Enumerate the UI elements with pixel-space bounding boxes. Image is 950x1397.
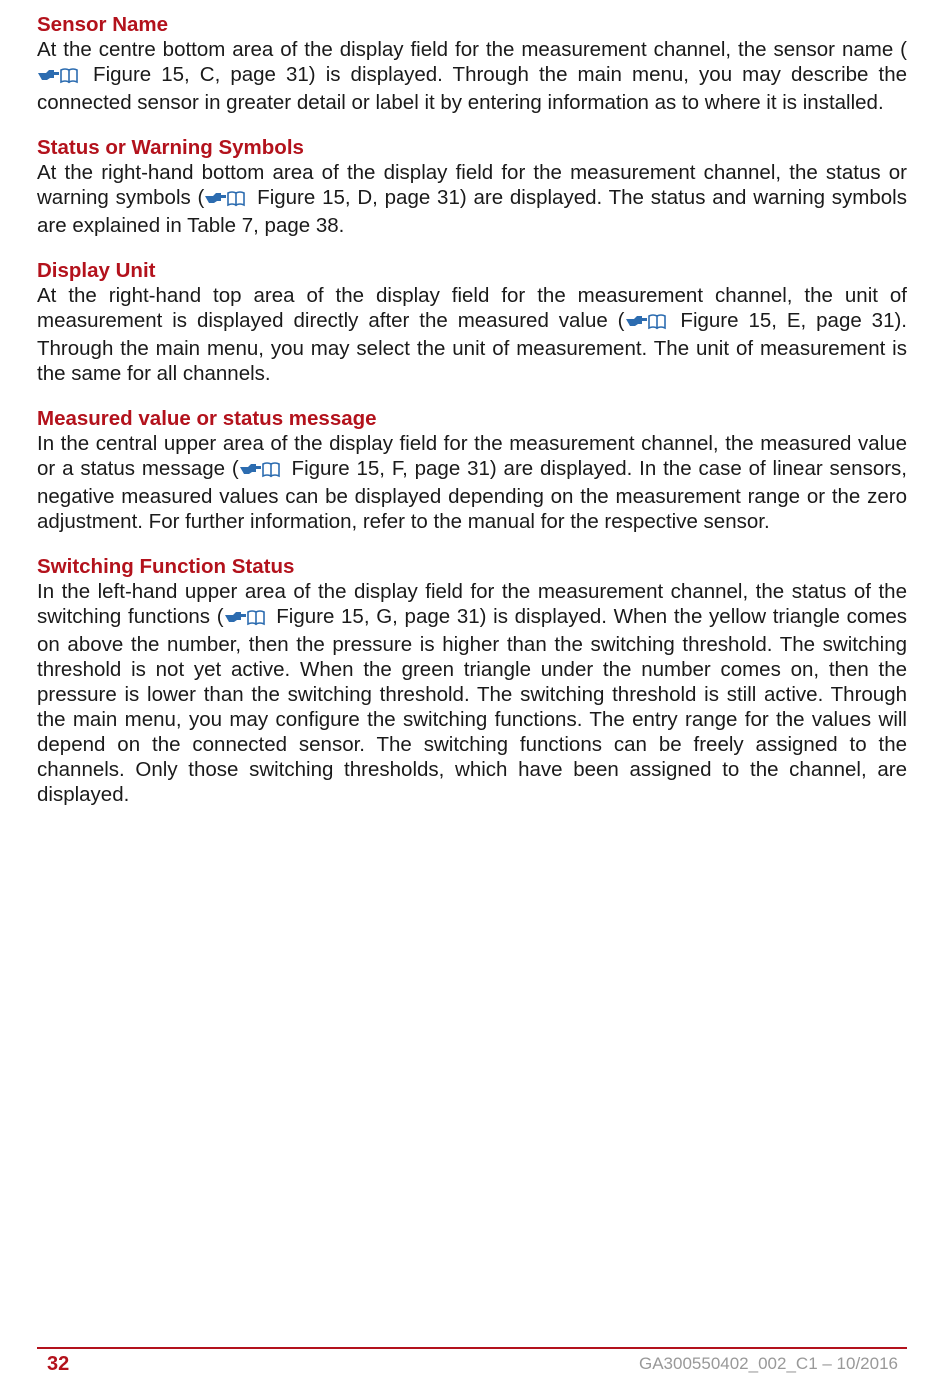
body-text: At the centre bottom area of the display field for the measurement channel, the sensor name (	[37, 38, 907, 61]
section-status-warning-symbols	[37, 135, 907, 238]
section-heading: Switching Function Status	[37, 555, 295, 578]
section-heading: Measured value or status message	[37, 407, 377, 430]
body-text: Figure 15, C, page 31) is displayed. Through the main menu, you may describe the connected sensor in greater detail or label it by entering information as to where it is installed.	[37, 63, 907, 114]
section-body	[37, 37, 907, 115]
section-switching-function-status	[37, 554, 907, 807]
pointing-hand-book-icon	[239, 459, 283, 484]
section-body	[37, 160, 907, 238]
body-text: In the left-hand upper area of the display field for the measurement channel, the status of the switching functions (	[37, 580, 907, 628]
document-id: GA300550402_002_C1 – 10/2016	[638, 1354, 898, 1373]
pointing-hand-book-icon	[37, 65, 81, 90]
pointing-hand-book-icon	[224, 607, 268, 632]
body-text: Figure 15, F, page 31) are displayed. In the case of linear sensors, negative measured values can be displayed depending on the measurement range or the zero adjustment. For further information, refer to the manual for the respective sensor.	[37, 457, 907, 533]
footer-rule	[37, 1347, 907, 1349]
section-heading: Status or Warning Symbols	[37, 136, 304, 159]
pointing-hand-book-icon	[625, 311, 669, 336]
section-body	[37, 431, 907, 534]
body-text: At the right-hand bottom area of the display field for the measurement channel, the status or warning symbols (	[37, 161, 907, 209]
section-body	[37, 579, 907, 807]
body-text: In the central upper area of the display field for the measurement channel, the measured value or a status message (	[37, 432, 907, 480]
body-text: Figure 15, D, page 31) are displayed. The status and warning symbols are explained in Table 7, page 38.	[37, 186, 907, 237]
section-heading: Sensor Name	[37, 13, 169, 36]
section-heading: Display Unit	[37, 259, 156, 282]
section-display-unit	[37, 258, 907, 386]
body-text: Figure 15, G, page 31) is displayed. When the yellow triangle comes on above the number, then the pressure is higher than the switching threshold. The switching threshold is not yet active. When the green triangle under the number comes on, then the pressure is lower than the switching threshold. The switching threshold is still active. Through the main menu, you may configure the switching functions. The entry range for the values will depend on the connected sensor. The switching functions can be freely assigned to the channels. Only those switching thresholds, which have been assigned to the channel, are displayed.	[37, 605, 907, 806]
page-content	[37, 12, 907, 827]
section-sensor-name	[37, 12, 907, 115]
body-text: Figure 15, E, page 31). Through the main menu, you may select the unit of measurement. The unit of measurement is the same for all channels.	[37, 309, 907, 385]
body-text: At the right-hand top area of the display field for the measurement channel, the unit of measurement is displayed directly after the measured value (	[37, 284, 907, 332]
section-body	[37, 283, 907, 386]
section-measured-value	[37, 406, 907, 534]
pointing-hand-book-icon	[204, 188, 248, 213]
page-number: 32	[47, 1353, 70, 1375]
